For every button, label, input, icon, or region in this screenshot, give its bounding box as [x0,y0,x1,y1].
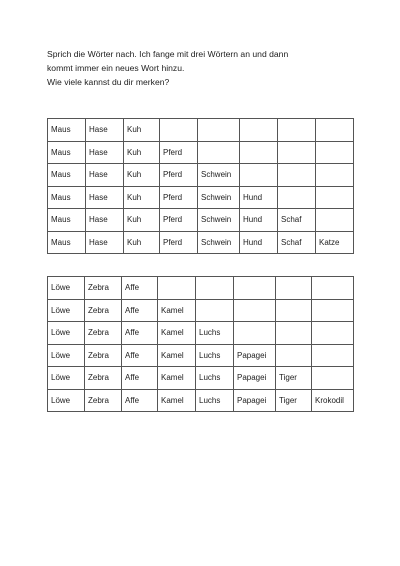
word-cell: Schaf [278,209,316,232]
word-cell: Pferd [160,141,198,164]
empty-cell [196,299,234,322]
empty-cell [234,277,276,300]
word-cell: Papagei [234,389,276,412]
empty-cell [234,299,276,322]
word-cell: Luchs [196,367,234,390]
empty-cell [276,322,312,345]
empty-cell [278,164,316,187]
empty-cell [278,119,316,142]
word-cell: Hase [86,119,124,142]
word-cell: Kuh [124,186,160,209]
word-cell: Maus [48,141,86,164]
word-cell: Löwe [48,367,85,390]
word-cell: Kuh [124,141,160,164]
empty-cell [160,119,198,142]
empty-cell [316,119,354,142]
empty-cell [316,164,354,187]
table-row [48,141,354,164]
word-cell: Affe [122,277,158,300]
table-row [48,344,354,367]
word-cell: Affe [122,389,158,412]
word-cell: Kamel [158,389,196,412]
word-cell: Kamel [158,367,196,390]
empty-cell [198,119,240,142]
word-cell: Kamel [158,299,196,322]
word-cell: Luchs [196,322,234,345]
word-cell: Schwein [198,231,240,254]
word-cell: Schwein [198,209,240,232]
table-row [48,299,354,322]
word-cell: Schaf [278,231,316,254]
word-cell: Papagei [234,367,276,390]
word-cell: Papagei [234,344,276,367]
word-cell: Schwein [198,186,240,209]
zoo-animals-table [47,276,354,412]
word-cell: Kamel [158,322,196,345]
empty-cell [198,141,240,164]
word-cell: Luchs [196,389,234,412]
table-row [48,389,354,412]
empty-cell [316,186,354,209]
table-row [48,277,354,300]
word-cell: Hund [240,186,278,209]
word-cell: Hase [86,141,124,164]
word-cell: Kuh [124,231,160,254]
word-cell: Maus [48,209,86,232]
empty-cell [240,141,278,164]
empty-cell [196,277,234,300]
empty-cell [312,299,354,322]
word-cell: Pferd [160,231,198,254]
empty-cell [276,299,312,322]
empty-cell [278,186,316,209]
word-cell: Maus [48,186,86,209]
word-cell: Tiger [276,389,312,412]
word-cell: Löwe [48,389,85,412]
word-cell: Kamel [158,344,196,367]
word-cell: Pferd [160,164,198,187]
word-cell: Hund [240,209,278,232]
word-cell: Hase [86,209,124,232]
table-row [48,322,354,345]
word-cell: Pferd [160,186,198,209]
empty-cell [240,164,278,187]
word-cell: Löwe [48,322,85,345]
word-cell: Zebra [85,344,122,367]
table-row [48,186,354,209]
empty-cell [158,277,196,300]
word-cell: Kuh [124,119,160,142]
word-cell: Löwe [48,344,85,367]
word-cell: Maus [48,231,86,254]
word-cell: Löwe [48,299,85,322]
word-cell: Hase [86,186,124,209]
word-cell: Kuh [124,209,160,232]
word-cell: Maus [48,164,86,187]
empty-cell [316,141,354,164]
empty-cell [276,344,312,367]
word-cell: Pferd [160,209,198,232]
word-cell: Zebra [85,299,122,322]
empty-cell [278,141,316,164]
word-cell: Affe [122,367,158,390]
word-cell: Maus [48,119,86,142]
empty-cell [240,119,278,142]
table-row [48,164,354,187]
word-cell: Affe [122,322,158,345]
empty-cell [312,367,354,390]
empty-cell [312,344,354,367]
table-row [48,209,354,232]
word-cell: Zebra [85,277,122,300]
word-cell: Kuh [124,164,160,187]
word-cell: Tiger [276,367,312,390]
instruction-line-2: kommt immer ein neues Wort hinzu. [47,63,185,73]
word-cell: Katze [316,231,354,254]
word-cell: Hund [240,231,278,254]
word-cell: Hase [86,231,124,254]
word-cell: Zebra [85,389,122,412]
word-cell: Affe [122,344,158,367]
table-row [48,119,354,142]
word-cell: Schwein [198,164,240,187]
instruction-line-1: Sprich die Wörter nach. Ich fange mit drei Wörtern an und dann [47,49,289,59]
empty-cell [312,277,354,300]
word-cell: Luchs [196,344,234,367]
word-cell: Löwe [48,277,85,300]
word-cell: Zebra [85,367,122,390]
table-row [48,367,354,390]
table-row [48,231,354,254]
word-cell: Hase [86,164,124,187]
empty-cell [234,322,276,345]
word-cell: Affe [122,299,158,322]
empty-cell [312,322,354,345]
empty-cell [276,277,312,300]
farm-animals-table [47,118,354,254]
instructions [47,47,367,89]
word-cell: Krokodil [312,389,354,412]
word-cell: Zebra [85,322,122,345]
instruction-line-3: Wie viele kannst du dir merken? [47,77,170,87]
empty-cell [316,209,354,232]
